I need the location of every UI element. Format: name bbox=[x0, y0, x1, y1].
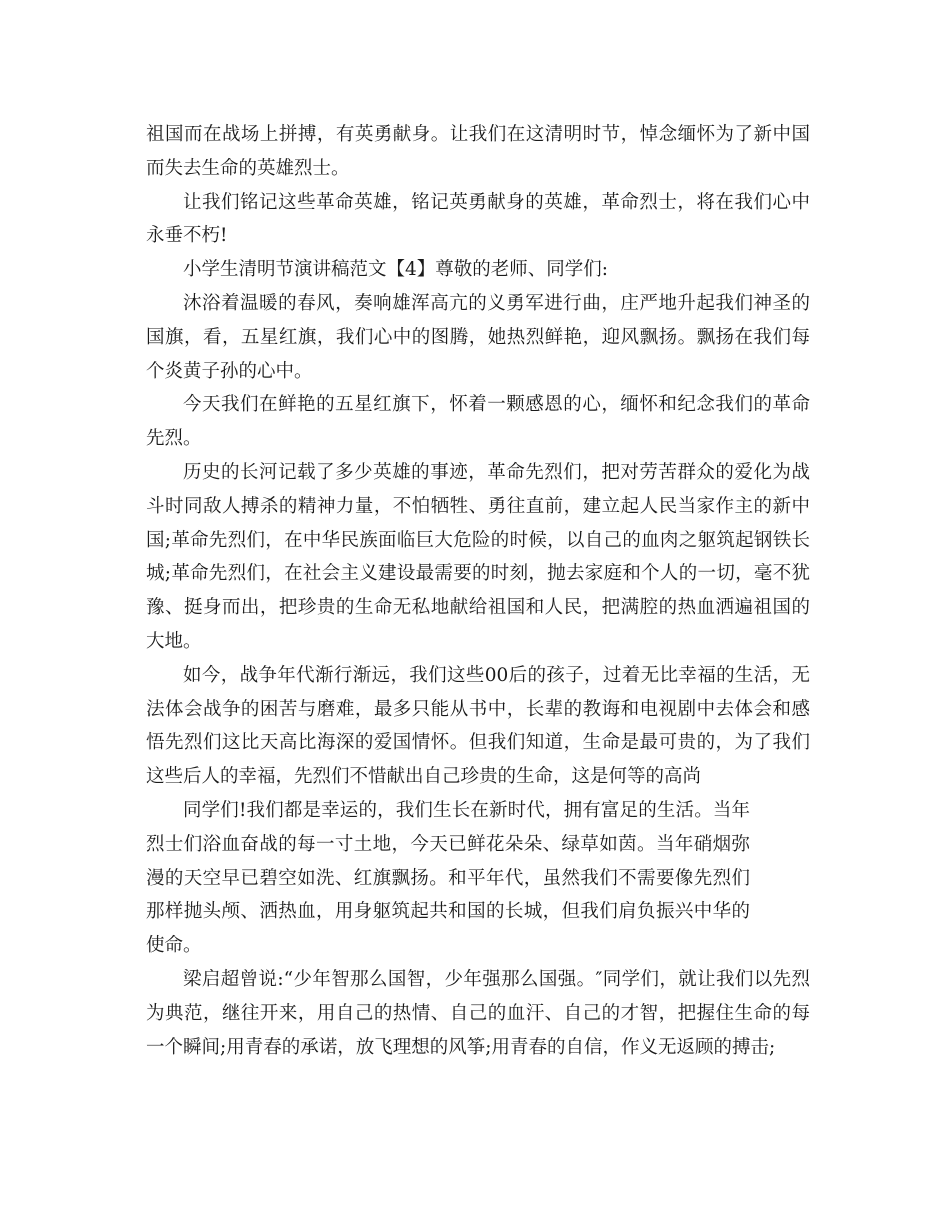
paragraph-3-heading: 小学生清明节演讲稿范文【4】尊敬的老师、同学们: bbox=[183, 259, 609, 281]
paragraph-5: 今天我们在鲜艳的五星红旗下，怀着一颗感恩的心，缅怀和纪念我们的革命先烈。 bbox=[146, 394, 810, 450]
paragraph-8: 同学们!我们都是幸运的，我们生长在新时代，拥有富足的生活。当年烈士们浴血奋战的每一寸土地，今天已鲜花朵朵、绿草如茵。当年硝烟弥漫的天空早已碧空如洗、红旗飘扬。和平年代，虽然我们不需要像先烈们那样抛头颅、洒热血，用身躯筑起共和国的长城，但我们肩负振兴中华的使命。 bbox=[146, 799, 750, 957]
document-body bbox=[146, 118, 810, 1064]
paragraph-2: 让我们铭记这些革命英雄，铭记英勇献身的英雄，革命烈士，将在我们心中永垂不朽! bbox=[146, 191, 810, 247]
paragraph-7: 如今，战争年代渐行渐远，我们这些00后的孩子，过着无比幸福的生活，无法体会战争的困苦与磨难，最多只能从书中，长辈的教诲和电视剧中去体会和感悟先烈们这比天高比海深的爱国情怀。但我们知道，生命是最可贵的，为了我们这些后人的幸福，先烈们不惜献出自己珍贵的生命，这是何等的高尚 bbox=[146, 664, 810, 788]
paragraph-6: 历史的长河记载了多少英雄的事迹，革命先烈们，把对劳苦群众的爱化为战斗时同敌人搏杀的精神力量，不怕牺牲、勇往直前，建立起人民当家作主的新中国;革命先烈们，在中华民族面临巨大危险的时候，以自己的血肉之躯筑起钢铁长城;革命先烈们，在社会主义建设最需要的时刻，抛去家庭和个人的一切，毫不犹豫、挺身而出，把珍贵的生命无私地献给祖国和人民，把满腔的热血洒遍祖国的大地。 bbox=[146, 461, 810, 652]
paragraph-1: 祖国而在战场上拼搏，有英勇献身。让我们在这清明时节，悼念缅怀为了新中国而失去生命的英雄烈士。 bbox=[146, 124, 810, 179]
paragraph-9: 梁启超曾说:“少年智那么国智，少年强那么国强。″同学们，就让我们以先烈为典范，继往开来，用自己的热情、自己的血汗、自己的才智，把握住生命的每一个瞬间;用青春的承诺，放飞理想的风筝;用青春的自信，作义无返顾的搏击; bbox=[146, 968, 810, 1058]
paragraph-4: 沐浴着温暖的春风，奏响雄浑高亢的义勇军进行曲，庄严地升起我们神圣的国旗，看，五星红旗，我们心中的图腾，她热烈鲜艳，迎风飘扬。飘扬在我们每个炎黄子孙的心中。 bbox=[146, 292, 810, 382]
